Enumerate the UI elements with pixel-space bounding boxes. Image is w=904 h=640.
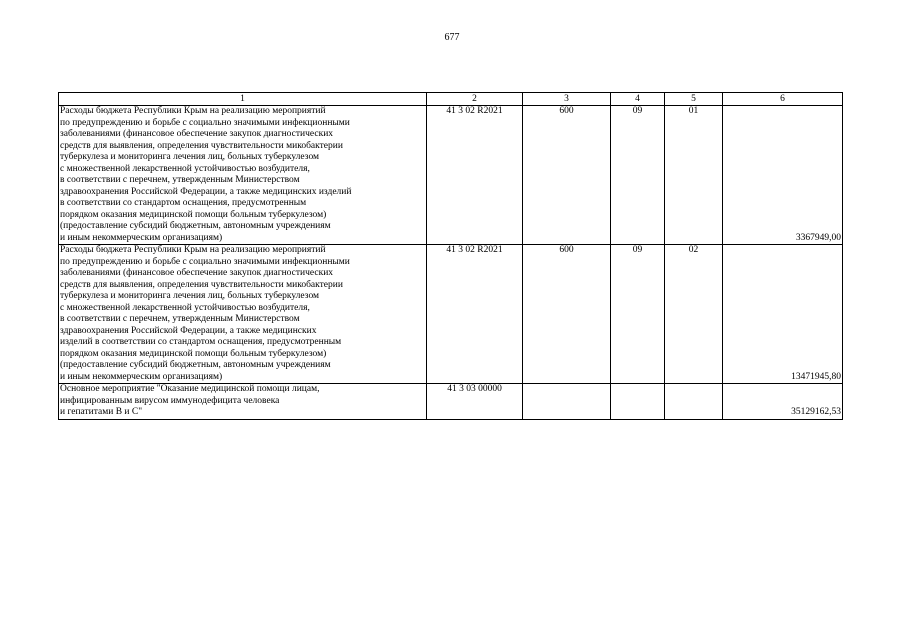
row-col5 (665, 384, 723, 420)
row-col4 (611, 384, 665, 420)
row-amount: 13471945,80 (723, 245, 843, 384)
table-row (59, 106, 843, 245)
row-col3: 600 (523, 106, 611, 245)
row-description: Расходы бюджета Республики Крым на реализацию мероприятий по предупреждению и борьбе с социально значимыми инфекционными заболеваниями (финансовое обеспечение закупок диагностических средств для выявления, определения чувствительности микобактерии туберкулеза и мониторинга лечения лиц, больных туберкулезом с множественной лекарственной устойчивостью возбудителя, в соответствии с перечнем, утвержденным Министерством здравоохранения Российской Федерации, а также медицинских изделий в соответствии со стандартом оснащения, предусмотренным порядком оказания медицинской помощи больным туберкулезом) (предоставление субсидий бюджетным, автономным учреждениям и иным некоммерческим организациям) (59, 106, 427, 245)
row-col4: 09 (611, 106, 665, 245)
budget-table (58, 92, 843, 420)
page-number: 677 (444, 32, 460, 43)
header-cell-2: 2 (427, 93, 523, 106)
row-col5: 01 (665, 106, 723, 245)
header-cell-3: 3 (523, 93, 611, 106)
row-col5: 02 (665, 245, 723, 384)
row-code: 41 3 02 R2021 (427, 106, 523, 245)
row-amount: 35129162,53 (723, 384, 843, 420)
row-col3: 600 (523, 245, 611, 384)
header-cell-6: 6 (723, 93, 843, 106)
header-row (59, 93, 843, 106)
row-description: Основное мероприятие "Оказание медицинской помощи лицам, инфицированным вирусом иммунодефицита человека и гепатитами В и С" (59, 384, 427, 420)
row-code: 41 3 03 00000 (427, 384, 523, 420)
table-row (59, 245, 843, 384)
row-code: 41 3 02 R2021 (427, 245, 523, 384)
row-col3 (523, 384, 611, 420)
header-cell-1: 1 (59, 93, 427, 106)
header-cell-5: 5 (665, 93, 723, 106)
row-description: Расходы бюджета Республики Крым на реализацию мероприятий по предупреждению и борьбе с социально значимыми инфекционными заболеваниями (финансовое обеспечение закупок диагностических средств для выявления, определения чувствительности микобактерии туберкулеза и мониторинга лечения лиц, больных туберкулезом с множественной лекарственной устойчивостью возбудителя, в соответствии с перечнем, утвержденным Министерством здравоохранения Российской Федерации, а также медицинских изделий в соответствии со стандартом оснащения, предусмотренным порядком оказания медицинской помощи больным туберкулезом) (предоставление субсидий бюджетным, автономным учреждениям и иным некоммерческим организациям) (59, 245, 427, 384)
row-col4: 09 (611, 245, 665, 384)
table-row (59, 384, 843, 420)
header-cell-4: 4 (611, 93, 665, 106)
row-amount: 3367949,00 (723, 106, 843, 245)
